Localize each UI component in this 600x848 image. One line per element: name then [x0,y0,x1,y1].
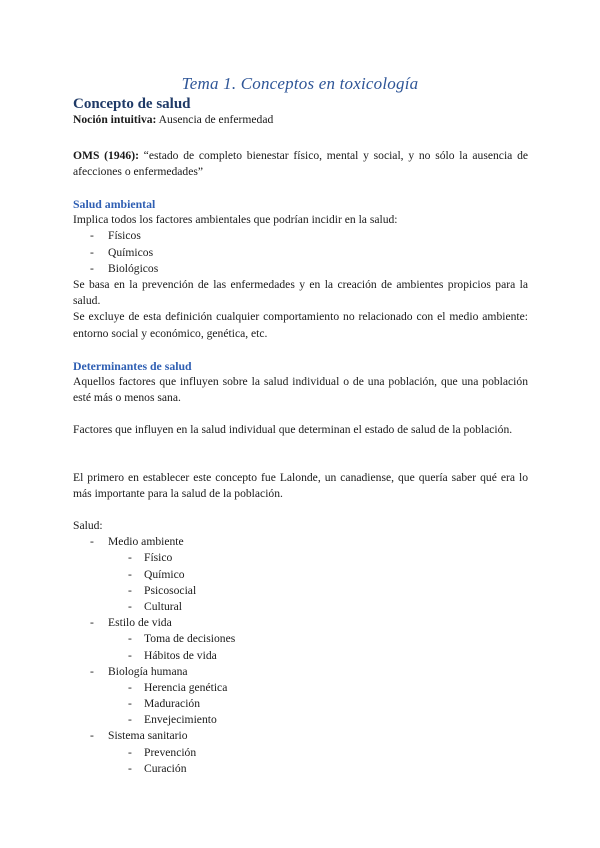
oms-text: “estado de completo bienestar físico, mental y social, y no sólo la ausencia de afecciones o enfermedades” [73,149,529,179]
list-dash: - [128,599,132,613]
list-dash: - [128,761,132,775]
section-determinantes [73,358,528,407]
list-item [73,228,528,244]
outline-item-label: Curación [144,761,187,775]
outline-item-label: Maduración [144,697,201,711]
list-dash: - [90,535,94,549]
outline-group-label: Medio ambiente [108,535,184,549]
outline-item [73,631,528,647]
heading-concepto-salud: Concepto de salud [73,96,191,112]
outline-group [73,728,528,744]
outline-group [73,664,528,680]
outline-item-label: Psicosocial [144,583,197,597]
heading-determinantes: Determinantes de salud [73,359,192,373]
outline-item-label: Cultural [144,599,182,613]
outline-item [73,745,528,761]
section-concepto-salud [73,96,528,128]
outline-item [73,599,528,615]
list-dash: - [90,229,94,243]
list-dash: - [128,680,132,694]
determinantes-p2: Factores que influyen en la salud individual que determinan el estado de salud de la población. [73,423,513,436]
list-dash: - [128,632,132,646]
outline-group-label: Biología humana [108,664,188,678]
outline-item-label: Hábitos de vida [144,648,217,662]
nocion-intuitiva-line [73,112,528,128]
outline-item-label: Envejecimiento [144,713,217,727]
list-dash: - [128,697,132,711]
list-dash: - [128,583,132,597]
outline-item [73,712,528,728]
outline-item [73,761,528,777]
salud-outline [73,518,528,777]
list-item-label: Biológicos [108,261,159,275]
outline-item [73,583,528,599]
oms-label: OMS (1946): [73,149,139,162]
list-item [73,245,528,261]
list-dash: - [90,664,94,678]
determinantes-p1: Aquellos factores que influyen sobre la salud individual o de una población, que una población esté más o menos sana. [73,375,528,405]
heading-salud-ambiental: Salud ambiental [73,197,156,211]
salud-label: Salud: [73,519,103,532]
list-dash: - [90,245,94,259]
list-dash: - [90,729,94,743]
list-dash: - [128,648,132,662]
outline-item-label: Herencia genética [144,680,228,694]
oms-definition [73,148,528,180]
salud-ambiental-p1: Se basa en la prevención de las enfermedades y en la creación de ambientes propicios para la salud. [73,277,528,308]
outline-item-label: Prevención [144,745,197,759]
list-item-label: Químicos [108,245,154,259]
list-item-label: Físicos [108,229,141,243]
nocion-text: Ausencia de enfermedad [156,113,274,127]
list-dash: - [90,616,94,630]
outline-group [73,615,528,631]
outline-item [73,696,528,712]
determinantes-p3: El primero en establecer este concepto fue Lalonde, un canadiense, que quería saber qué era lo más importante para la salud de la población. [73,471,528,501]
list-dash: - [90,261,94,275]
list-dash: - [128,713,132,727]
outline-item [73,648,528,664]
outline-item-label: Físico [144,551,173,565]
outline-group [73,534,528,550]
outline-item [73,550,528,566]
list-dash: - [128,551,132,565]
outline-item-label: Toma de decisiones [144,632,236,646]
outline-group-label: Sistema sanitario [108,729,188,743]
list-dash: - [128,745,132,759]
outline-group-label: Estilo de vida [108,616,172,630]
section-salud-ambiental [73,196,528,342]
nocion-label: Noción intuitiva: [73,113,157,127]
outline-item-label: Químico [144,567,185,581]
list-item [73,261,528,277]
outline-item [73,567,528,583]
list-dash: - [128,567,132,581]
salud-ambiental-p2: Se excluye de esta definición cualquier comportamiento no relacionado con el medio ambiente: entorno social y económico, genética, etc. [73,310,528,340]
outline-item [73,680,528,696]
salud-ambiental-intro: Implica todos los factores ambientales que podrían incidir en la salud: [73,213,398,227]
document-title: Tema 1. Conceptos en toxicología [181,74,419,93]
